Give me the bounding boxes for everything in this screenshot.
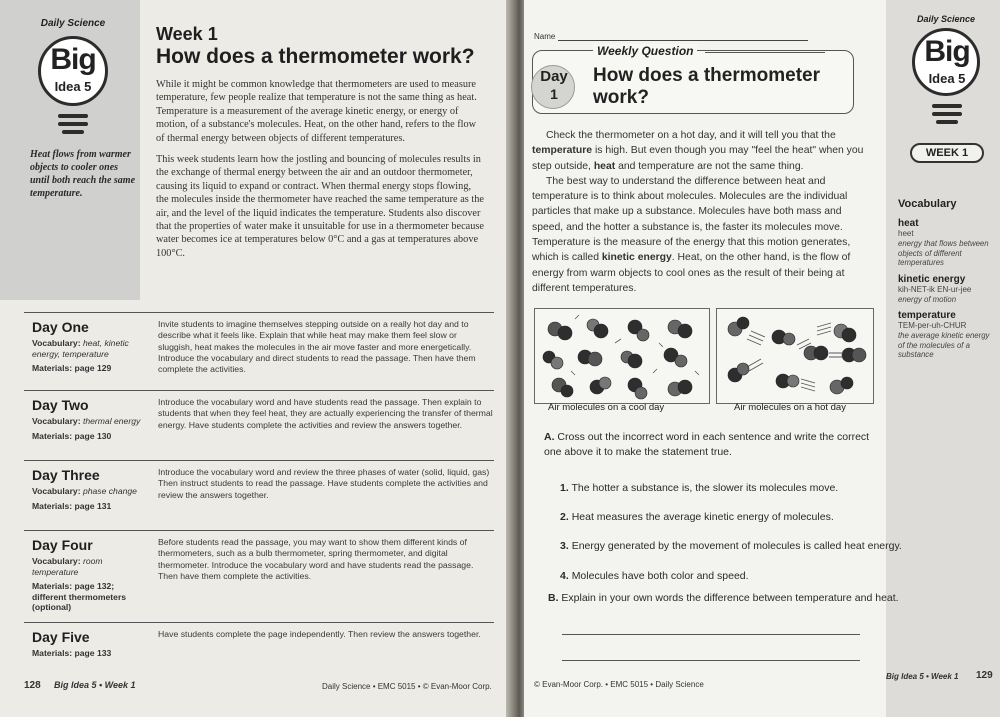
divider bbox=[705, 52, 825, 53]
day-badge-label: Day bbox=[540, 68, 568, 85]
day-materials: Materials: page 129 bbox=[32, 363, 112, 373]
day-description: Invite students to imagine themselves stepping outside on a really hot day and to describe what it feels like. Explain that while heat may make them feel slow or sluggish, heat makes the molecules in the air move faster and more energetically. Introduce the vocabulary and direct students to read the passage. Then have them complete the activities. bbox=[158, 319, 476, 375]
vocab-word: heat bbox=[898, 218, 919, 229]
section-letter: A. bbox=[544, 431, 555, 443]
weekly-question-box bbox=[532, 44, 854, 114]
bulb-base-icon bbox=[58, 122, 88, 126]
question-item bbox=[560, 570, 920, 582]
week-label: Week 1 bbox=[156, 24, 218, 44]
weekly-question-label: Weekly Question bbox=[593, 44, 697, 58]
day-name: Day Two bbox=[32, 397, 89, 413]
cool-day-molecules-illustration bbox=[534, 308, 710, 404]
page-title: How does a thermometer work? bbox=[156, 45, 475, 68]
question-number: 2. bbox=[560, 511, 569, 523]
section-a-instructions bbox=[544, 430, 884, 460]
vocab-pronunciation: kih-NET-ik EN-ur-jee bbox=[898, 284, 972, 294]
question-text: Energy generated by the movement of molecules is called heat energy. bbox=[571, 540, 902, 552]
vocab-label: Vocabulary: bbox=[32, 486, 81, 496]
page-number: 128 bbox=[24, 680, 41, 691]
day-badge-number: 1 bbox=[550, 86, 558, 102]
day-description: Introduce the vocabulary word and review the three phases of water (solid, liquid, gas) Then instruct students to read the passage. Have students complete the activities and review the answers together. bbox=[158, 467, 490, 500]
big-idea-logo bbox=[18, 14, 128, 144]
vocab-word: temperature bbox=[898, 310, 956, 321]
right-page bbox=[524, 0, 1000, 717]
day-name: Day One bbox=[32, 319, 89, 335]
vocab-word: kinetic energy bbox=[898, 273, 966, 285]
day-description: Have students complete the page independently. Then review the answers together. bbox=[158, 629, 481, 639]
vocab-item bbox=[898, 274, 998, 305]
logo-big-text: Big bbox=[50, 43, 96, 76]
passage-paragraph bbox=[532, 174, 872, 296]
hot-day-caption: Air molecules on a hot day bbox=[734, 402, 846, 413]
vocab-pronunciation: TEM-per-uh-CHUR bbox=[898, 321, 967, 330]
question-item bbox=[560, 482, 920, 494]
day-row bbox=[24, 390, 494, 460]
question-text: Heat measures the average kinetic energy of molecules. bbox=[571, 511, 834, 523]
day-materials: Materials: page 133 bbox=[32, 648, 112, 658]
passage-text: The best way to understand the difference between heat and temperature is to think about molecules. Molecules are the individual particles that make up a substance. Molecules have both mass and speed, and the hotter a substance is, the faster its molecules move. Temperature is the measure of the energy that this motion generates, which is called bbox=[532, 175, 851, 264]
day-row bbox=[24, 622, 494, 668]
day-row bbox=[24, 530, 494, 622]
vocab-words: room temperature bbox=[32, 556, 103, 577]
section-text: Cross out the incorrect word in each sentence and write the correct one above it to make the statement true. bbox=[544, 431, 870, 458]
day-name: Day Five bbox=[32, 629, 90, 645]
vocab-label: Vocabulary: bbox=[32, 338, 81, 348]
answer-line[interactable] bbox=[562, 660, 860, 661]
intro-paragraph: While it might be common knowledge that thermometers are used to measure temperature, few people realize that temperature is not the same thing as heat. Temperature is a measurement of the average kinetic energy, or energy of motion, of a substance's molecules. Heat, on the other hand, refers to the flow of thermal energy between objects of different temperatures. bbox=[156, 79, 477, 144]
footer-series: Daily Science • EMC 5015 • © Evan-Moor Corp. bbox=[322, 682, 492, 691]
bulb-base-icon bbox=[936, 120, 958, 124]
name-label: Name bbox=[534, 32, 556, 41]
right-footer bbox=[534, 670, 994, 694]
vocabulary-box bbox=[898, 198, 998, 366]
question-number: 3. bbox=[560, 540, 569, 552]
section-letter: B. bbox=[548, 592, 559, 604]
bold-term: heat bbox=[593, 160, 616, 172]
hot-day-molecules-illustration bbox=[716, 308, 874, 404]
vocab-definition: the average kinetic energy of the molecules of a substance bbox=[898, 331, 990, 359]
week-badge: WEEK 1 bbox=[910, 143, 984, 163]
vocab-words: heat, kinetic energy, temperature bbox=[32, 338, 129, 359]
passage-text: . Heat, on the other hand, is the flow of energy from warm objects to cool ones as the result of their being at different temperatures. bbox=[532, 252, 851, 294]
bold-term: temperature bbox=[532, 145, 593, 157]
sidebar-note: Heat flows from warmer objects to cooler ones until both reach the same temperature. bbox=[30, 149, 136, 199]
big-idea-logo bbox=[896, 10, 996, 140]
footer-idea-week: Big Idea 5 • Week 1 bbox=[54, 680, 136, 690]
day-description: Before students read the passage, you may want to show them different kinds of thermometers, such as a bulb thermometer, spring thermometer, and digital thermometer. Introduce the vocabulary word and have students read the passage. Then have them complete the activities. bbox=[158, 537, 474, 581]
passage-text: is high. But even though you may "feel the heat" when you step outside, bbox=[532, 145, 864, 172]
footer-idea-week: Big Idea 5 • Week 1 bbox=[886, 672, 959, 681]
answer-line[interactable] bbox=[562, 634, 860, 635]
question-item bbox=[560, 540, 920, 552]
bulb-base-icon bbox=[932, 112, 962, 116]
day-description: Introduce the vocabulary word and have students read the passage. Then explain to students that when they feel heat, they are actually experiencing the transfer of thermal energy. Have students complete the activities and review the answers together. bbox=[158, 397, 493, 430]
logo-idea-text: Idea 5 bbox=[54, 79, 92, 94]
question-number: 1. bbox=[560, 482, 569, 494]
intro-paragraph: This week students learn how the jostling and bouncing of molecules results in the exchange of thermal energy between the air and an outdoor thermometer, causing its liquid to expand or contract. When thermal energy stops flowing, the molecules inside the thermometer have reached the same temperature as the air, and the level of the liquid indicates the temperature. Students also discover that the properties of water make it unsuitable for use in a thermometer because water becomes ice at temperatures below 0°C and a gas at temperatures above 100°C. bbox=[156, 154, 484, 259]
vocab-label: Vocabulary: bbox=[32, 556, 81, 566]
vocab-item bbox=[898, 310, 998, 360]
section-b-instructions bbox=[548, 592, 948, 604]
right-sidebar bbox=[886, 0, 1000, 717]
question-title: How does a thermometer work? bbox=[593, 65, 820, 108]
lightbulb-icon bbox=[912, 28, 980, 96]
reading-passage bbox=[532, 128, 872, 296]
logo-series-text: Daily Science bbox=[916, 14, 976, 24]
day-row bbox=[24, 312, 494, 388]
intro-text bbox=[156, 78, 486, 268]
vocab-definition: energy that flows between objects of different temperatures bbox=[898, 239, 989, 267]
left-footer bbox=[24, 678, 494, 698]
footer-copyright: © Evan-Moor Corp. • EMC 5015 • Daily Science bbox=[534, 680, 704, 689]
passage-text: Check the thermometer on a hot day, and it will tell you that the bbox=[546, 130, 836, 141]
vocab-words: phase change bbox=[82, 486, 137, 496]
bulb-base-icon bbox=[932, 104, 962, 108]
vocabulary-title: Vocabulary bbox=[898, 198, 957, 210]
passage-text: and temperature are not the same thing. bbox=[615, 160, 804, 172]
day-badge bbox=[531, 65, 575, 109]
day-materials: Materials: page 131 bbox=[32, 500, 112, 511]
logo-big-text: Big bbox=[924, 35, 970, 68]
bulb-base-icon bbox=[58, 114, 88, 118]
vocab-definition: energy of motion bbox=[898, 294, 957, 304]
question-text: Molecules have both color and speed. bbox=[571, 570, 749, 582]
molecules-icon bbox=[535, 309, 711, 405]
day-name: Day Four bbox=[32, 537, 93, 553]
day-name: Day Three bbox=[32, 467, 100, 483]
day-row bbox=[24, 460, 494, 530]
day-materials: Materials: page 132; different thermometers (optional) bbox=[32, 581, 127, 612]
bold-term: kinetic energy bbox=[601, 252, 672, 264]
logo-series-text: Daily Science bbox=[40, 18, 106, 29]
question-item bbox=[560, 511, 920, 523]
page-number: 129 bbox=[976, 670, 993, 681]
cool-day-caption: Air molecules on a cool day bbox=[548, 402, 665, 413]
name-write-line bbox=[558, 40, 808, 41]
vocab-item bbox=[898, 218, 998, 268]
question-text: The hotter a substance is, the slower its molecules move. bbox=[571, 482, 839, 494]
vocab-words: thermal energy bbox=[82, 416, 141, 426]
bulb-base-icon bbox=[62, 130, 84, 134]
section-text: Explain in your own words the difference between temperature and heat. bbox=[561, 592, 899, 604]
question-number: 4. bbox=[560, 570, 569, 582]
day-materials: Materials: page 130 bbox=[32, 430, 112, 441]
logo-idea-text: Idea 5 bbox=[928, 71, 966, 86]
molecules-icon bbox=[717, 309, 875, 405]
vocab-pronunciation: heet bbox=[898, 229, 914, 238]
vocab-label: Vocabulary: bbox=[32, 416, 81, 426]
passage-paragraph bbox=[532, 128, 872, 174]
lightbulb-icon bbox=[38, 36, 108, 106]
